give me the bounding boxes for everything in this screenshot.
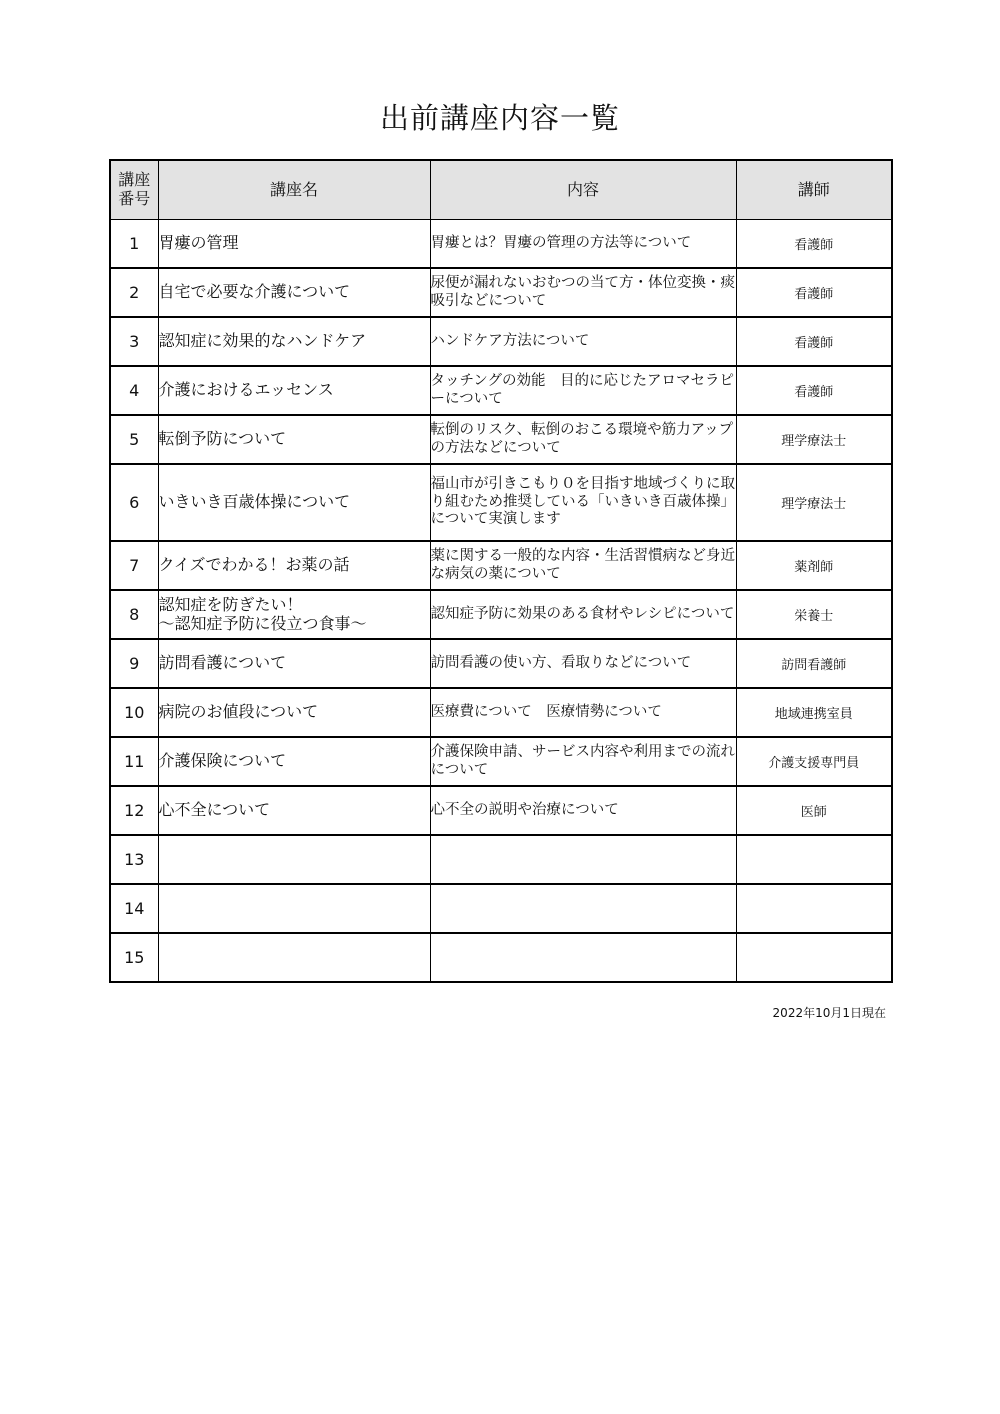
table-row [110, 884, 892, 933]
table-row [110, 590, 892, 639]
course-name [158, 884, 430, 933]
course-content: 転倒のリスク、転倒のおこる環境や筋力アップの方法などについて [430, 415, 736, 464]
course-name: 認知症を防ぎたい！ ～認知症予防に役立つ食事～ [158, 590, 430, 639]
table-row [110, 366, 892, 415]
table-header-row [110, 160, 892, 219]
course-table [109, 159, 893, 983]
course-instructor: 介護支援専門員 [736, 737, 892, 786]
course-name: 介護におけるエッセンス [158, 366, 430, 415]
course-instructor: 訪問看護師 [736, 639, 892, 688]
course-instructor [736, 933, 892, 982]
course-content [430, 884, 736, 933]
header-content: 内容 [430, 160, 736, 219]
course-instructor: 看護師 [736, 317, 892, 366]
course-number: 10 [110, 688, 158, 737]
table-row [110, 219, 892, 268]
course-content: 介護保険申請、サービス内容や利用までの流れについて [430, 737, 736, 786]
course-name: クイズでわかる！お薬の話 [158, 541, 430, 590]
course-number: 15 [110, 933, 158, 982]
table-row [110, 317, 892, 366]
table-row [110, 688, 892, 737]
course-content: 薬に関する一般的な内容・生活習慣病など身近な病気の薬について [430, 541, 736, 590]
course-name: いきいき百歳体操について [158, 464, 430, 541]
course-content: 訪問看護の使い方、看取りなどについて [430, 639, 736, 688]
course-content: 胃瘻とは？胃瘻の管理の方法等について [430, 219, 736, 268]
course-content: 心不全の説明や治療について [430, 786, 736, 835]
course-number: 8 [110, 590, 158, 639]
course-instructor: 理学療法士 [736, 415, 892, 464]
course-instructor [736, 835, 892, 884]
course-name [158, 933, 430, 982]
header-instructor: 講師 [736, 160, 892, 219]
course-name: 自宅で必要な介護について [158, 268, 430, 317]
course-content [430, 835, 736, 884]
course-number: 7 [110, 541, 158, 590]
table-row [110, 268, 892, 317]
table-row [110, 464, 892, 541]
course-instructor: 医師 [736, 786, 892, 835]
course-instructor: 看護師 [736, 366, 892, 415]
table-row [110, 835, 892, 884]
table-row [110, 933, 892, 982]
course-instructor: 薬剤師 [736, 541, 892, 590]
course-name: 介護保険について [158, 737, 430, 786]
course-content: 認知症予防に効果のある食材やレシピについて [430, 590, 736, 639]
course-number: 11 [110, 737, 158, 786]
course-number: 5 [110, 415, 158, 464]
date-note: 2022年10月1日現在 [772, 1006, 886, 1020]
course-number: 12 [110, 786, 158, 835]
course-instructor: 看護師 [736, 219, 892, 268]
course-name: 訪問看護について [158, 639, 430, 688]
course-content [430, 933, 736, 982]
course-number: 6 [110, 464, 158, 541]
table-row [110, 737, 892, 786]
course-name: 胃瘻の管理 [158, 219, 430, 268]
table-row [110, 639, 892, 688]
course-instructor: 理学療法士 [736, 464, 892, 541]
course-name: 認知症に効果的なハンドケア [158, 317, 430, 366]
course-name: 病院のお値段について [158, 688, 430, 737]
course-content: ハンドケア方法について [430, 317, 736, 366]
course-name: 心不全について [158, 786, 430, 835]
course-content: 医療費について 医療情勢について [430, 688, 736, 737]
course-number: 4 [110, 366, 158, 415]
header-course-name: 講座名 [158, 160, 430, 219]
course-number: 13 [110, 835, 158, 884]
header-course-number: 講座 番号 [110, 160, 158, 219]
course-name [158, 835, 430, 884]
table-row [110, 541, 892, 590]
table-row [110, 415, 892, 464]
course-number: 3 [110, 317, 158, 366]
course-instructor: 看護師 [736, 268, 892, 317]
course-content: タッチングの効能 目的に応じたアロマセラピーについて [430, 366, 736, 415]
course-number: 9 [110, 639, 158, 688]
course-instructor: 地域連携室員 [736, 688, 892, 737]
table-row [110, 786, 892, 835]
course-name: 転倒予防について [158, 415, 430, 464]
course-content: 尿便が漏れないおむつの当て方・体位変換・痰吸引などについて [430, 268, 736, 317]
course-number: 14 [110, 884, 158, 933]
course-number: 1 [110, 219, 158, 268]
course-number: 2 [110, 268, 158, 317]
course-instructor: 栄養士 [736, 590, 892, 639]
course-instructor [736, 884, 892, 933]
page-title: 出前講座内容一覧 [379, 101, 620, 135]
course-content: 福山市が引きこもり０を目指す地域づくりに取り組むため推奨している「いきいき百歳体操」について実演します [430, 464, 736, 541]
